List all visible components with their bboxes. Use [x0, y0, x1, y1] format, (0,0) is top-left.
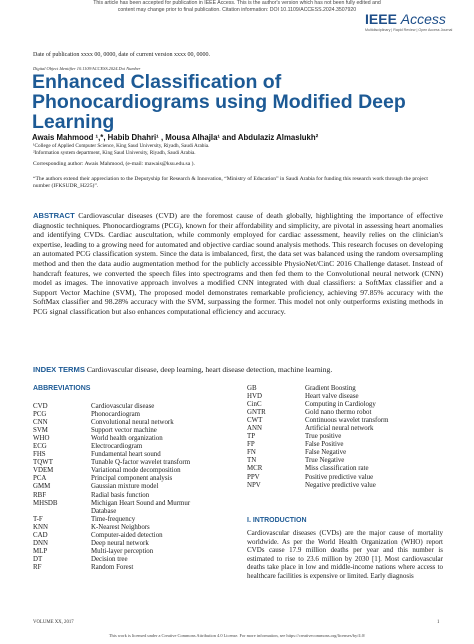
abbreviation-row: [247, 433, 447, 441]
abstract: [33, 211, 443, 317]
journal-tagline: Multidisciplinary | Rapid Review | Open Access Journal: [365, 28, 453, 32]
abbreviation-term: T-F: [33, 515, 43, 523]
abbreviation-definition: Support vector machine: [91, 427, 157, 435]
abbreviation-row: [33, 411, 233, 419]
abbreviation-definition: Artificial neural network: [305, 425, 374, 433]
abbreviation-row: [247, 393, 447, 401]
abbreviation-definition: Positive predictive value: [305, 473, 374, 481]
introduction-heading: I. INTRODUCTION: [247, 517, 307, 524]
abbreviations-title: ABBREVIATIONS: [33, 385, 91, 392]
abbreviation-row: [33, 508, 233, 516]
abbreviation-definition: False Negative: [305, 449, 347, 457]
title-line-2: Phonocardiograms using Modified Deep: [32, 91, 406, 113]
affiliations: [33, 143, 209, 157]
abbreviation-term: DT: [33, 555, 43, 563]
abbreviation-row: [33, 524, 233, 532]
abbreviation-term: ANN: [247, 425, 262, 433]
abbreviation-term: GNTR: [247, 409, 266, 417]
abbreviation-term: MHSDB: [33, 499, 58, 507]
abbreviation-term: CNN: [33, 419, 48, 427]
index-terms-text: Cardiovascular disease, deep learning, heart disease detection, machine learning.: [86, 365, 333, 374]
journal-logo: [365, 11, 446, 27]
abbreviation-row: [33, 451, 233, 459]
abbreviation-row: [247, 482, 447, 490]
abbreviation-row: [33, 443, 233, 451]
abbreviation-definition: Convolutional neural network: [91, 419, 174, 427]
affiliation-1: ¹College of Applied Computer Science, King Saud University, Riyadh, Saudi Arabia.: [33, 143, 210, 149]
abbreviation-definition: Gold nano thermo robot: [305, 409, 372, 417]
abbreviation-row: [247, 457, 447, 465]
index-terms: [33, 365, 443, 374]
abbreviations-left-column: [33, 403, 233, 572]
abbreviation-definition: Tunable Q-factor wavelet transform: [91, 459, 191, 467]
abbreviation-row: [247, 425, 447, 433]
abbreviation-row: [33, 540, 233, 548]
abbreviation-row: [247, 474, 447, 482]
abbreviation-row: [33, 435, 233, 443]
abbreviation-row: [247, 409, 447, 417]
corresponding-author: Corresponding author: Awais Mahmood, (e-mail: mawais@ksu.edu.sa ).: [33, 161, 195, 167]
doi-line: Digital Object Identifier 10.1109/ACCESS.2024.Doi Number: [33, 66, 141, 71]
abbreviation-row: [33, 548, 233, 556]
abbreviation-definition: False Positive: [305, 441, 344, 449]
abbreviation-definition: Miss classification rate: [305, 465, 369, 473]
abbreviation-row: [33, 564, 233, 572]
abbreviation-term: WHO: [33, 435, 50, 443]
abbreviation-row: [33, 419, 233, 427]
abbreviation-term: DNN: [33, 539, 48, 547]
license-notice: This work is licensed under a Creative Commons Attribution 4.0 License. For more information, see https://creativecommons.org/licenses/by/4.0/: [108, 633, 366, 638]
abbreviation-definition: Negative predictive value: [305, 481, 376, 489]
abbreviation-definition: K-Nearest Neighbors: [91, 523, 150, 531]
abbreviation-term: MLP: [33, 547, 48, 555]
abbreviation-definition: Time-frequency: [91, 515, 136, 523]
abbreviation-definition: Michigan Heart Sound and Murmur: [91, 499, 191, 507]
abbreviations-right-column: [247, 385, 447, 490]
abbreviation-definition: Continuous wavelet transform: [305, 417, 389, 425]
abbreviation-row: [33, 556, 233, 564]
funding-statement: “The authors extend their appreciation to the Deputyship for Research & Innovation, “Ministry of Education” in Saudi Arabia for funding this research work through the project number (IFKSUDR_H225)”.: [33, 176, 428, 189]
abbreviation-term: FN: [247, 449, 256, 457]
abbreviation-term: RF: [33, 563, 42, 571]
abbreviation-definition: Multi-layer perception: [91, 547, 154, 555]
abbreviation-definition: Random Forest: [91, 563, 134, 571]
abbreviation-term: VDEM: [33, 467, 54, 475]
abbreviation-definition: True positive: [305, 433, 342, 441]
volume-label: VOLUME XX, 2017: [33, 620, 74, 625]
abbreviation-definition: Heart valve disease: [305, 393, 359, 401]
abbreviation-term: CVD: [33, 403, 48, 410]
abbreviation-definition: Cardiovascular disease: [91, 403, 155, 410]
abbreviation-definition: Fundamental heart sound: [91, 451, 161, 459]
abbreviation-definition: Decision tree: [91, 555, 128, 563]
abbreviation-definition: True Negative: [305, 457, 345, 465]
abbreviation-term: PCG: [33, 411, 47, 419]
abbreviation-row: [33, 403, 233, 411]
abbreviation-definition: Electrocardiogram: [91, 443, 143, 451]
abbreviation-term: PCA: [33, 475, 47, 483]
abbreviation-definition: Gaussian mixture model: [91, 483, 159, 491]
abbreviation-term: TN: [247, 457, 257, 465]
abbreviation-definition: Phonocardiogram: [91, 411, 140, 419]
logo-main: IEEE: [365, 11, 397, 27]
abbreviation-term: CAD: [33, 531, 48, 539]
abbreviation-row: [247, 465, 447, 473]
abbreviation-definition: Principal component analysis: [91, 475, 173, 483]
abbreviation-row: [33, 532, 233, 540]
abbreviation-term: ECG: [33, 443, 47, 451]
abbreviation-row: [33, 467, 233, 475]
abbreviation-definition: Computer-aided detection: [91, 531, 163, 539]
abbreviation-row: [247, 385, 447, 393]
abbreviation-term: CinC: [247, 401, 262, 409]
abbreviation-term: [33, 508, 91, 516]
notice-line-2: content may change prior to final publication. Citation information: DOI 10.1109/ACCESS.2024.3507920: [117, 7, 357, 13]
page-number: 1: [437, 620, 440, 625]
introduction-text: Cardiovascular diseases (CVDs) are the major cause of mortality worldwide. As per the World Health Organization (WHO) report CVDs cause 17.9 million deaths per year and this number is estimated to rise to 23.6 million by 2030 [1]. Most cardiovascular deaths take place in low and middle-income nations where access to healthcare facilities is expensive or limited. Early diagnosis: [247, 529, 443, 580]
abbreviation-row: [33, 500, 233, 508]
abbreviation-term: TP: [247, 433, 256, 441]
abbreviation-row: [33, 427, 233, 435]
abbreviation-term: MCR: [247, 465, 263, 473]
abbreviation-row: [33, 475, 233, 483]
abbreviation-term: KNN: [33, 523, 48, 531]
abbreviation-row: [33, 483, 233, 491]
abbreviation-term: TQWT: [33, 459, 53, 467]
abbreviation-definition: World health organization: [91, 435, 163, 443]
abbreviation-definition: Database: [91, 507, 117, 515]
index-terms-label: INDEX TERMS: [33, 365, 85, 374]
abbreviation-row: [247, 441, 447, 449]
abbreviation-term: SVM: [33, 427, 48, 435]
abbreviation-term: RBF: [33, 491, 47, 499]
abstract-text: Cardiovascular diseases (CVD) are the foremost cause of death globally, highlighting the importance of effective diagnostic techniques. Phonocardiograms (PCG), known for their affordability and simplicity, are pivotal in assessing heart anomalies and identifying CVDs. Cardiac auscultation, while commonly employed for cardiac assessment, heavily relies on the clinician's expertise, leading to a growing need for automated and objective cardiac sound analysis methods. This research focuses on developing an automated PCG classification system. Since the data is imbalanced, first, the data set was balanced using the random oversampling method and then the data audio augmentation method for the publicly accessible PhysioNet/CinC 2016 Challenge dataset. Instead of handcraft features, we converted the speech files into spectrograms and then fed them to the Convolutional neural network (CNN) model as images. The innovative approach involves a modified CNN integrated with dual classifiers: a SoftMax classifier and a Support Vector Machine (SVM), The proposed model demonstrates remarkable proficiency, achieving 97.85% accuracy with the SoftMax classifier and 98.28% accuracy with the SVM, surpassing the former. This model not only outperforms existing methods in PCG signal classification but also enhances computational efficiency and accuracy.: [33, 211, 443, 316]
abbreviation-term: GMM: [33, 483, 51, 491]
paper-title: [32, 72, 432, 132]
abbreviation-row: [33, 492, 233, 500]
abbreviation-term: NPV: [247, 481, 261, 489]
abbreviation-definition: Computing in Cardiology: [305, 401, 376, 409]
abbreviation-row: [247, 401, 447, 409]
abbreviation-term: HVD: [247, 393, 262, 401]
abbreviation-term: CWT: [247, 417, 263, 425]
abbreviation-row: [33, 516, 233, 524]
abbreviation-row: [247, 417, 447, 425]
abbreviation-term: FP: [247, 441, 255, 449]
abbreviation-definition: Deep neural network: [91, 539, 149, 547]
abbreviation-term: FHS: [33, 451, 46, 459]
abstract-label: ABSTRACT: [33, 211, 75, 220]
affiliation-2: ²Information system department, King Saud University, Riyadh, Saudi Arabia.: [33, 150, 196, 156]
notice-line-1: This article has been accepted for publication in IEEE Access. This is the author's version which has not been fully edited and: [93, 0, 381, 6]
abbreviation-term: GB: [247, 385, 257, 392]
abbreviation-definition: Variational mode decomposition: [91, 467, 181, 475]
abbreviation-term: PPV: [247, 473, 260, 481]
logo-italic: Access: [400, 11, 446, 27]
title-line-3: Learning: [32, 111, 115, 133]
publication-date: Date of publication xxxx 00, 0000, date of current version xxxx 00, 0000.: [33, 52, 210, 58]
author-list: Awais Mahmood ¹,*, Habib Dhahri¹ , Mousa Alhajla¹ and Abdulaziz Almaslukh²: [32, 133, 319, 142]
abbreviation-definition: Radial basis function: [91, 491, 150, 499]
abbreviation-row: [247, 449, 447, 457]
abbreviation-row: [33, 459, 233, 467]
title-line-1: Enhanced Classification of: [32, 71, 282, 93]
abbreviation-definition: Gradient Boosting: [305, 385, 356, 392]
